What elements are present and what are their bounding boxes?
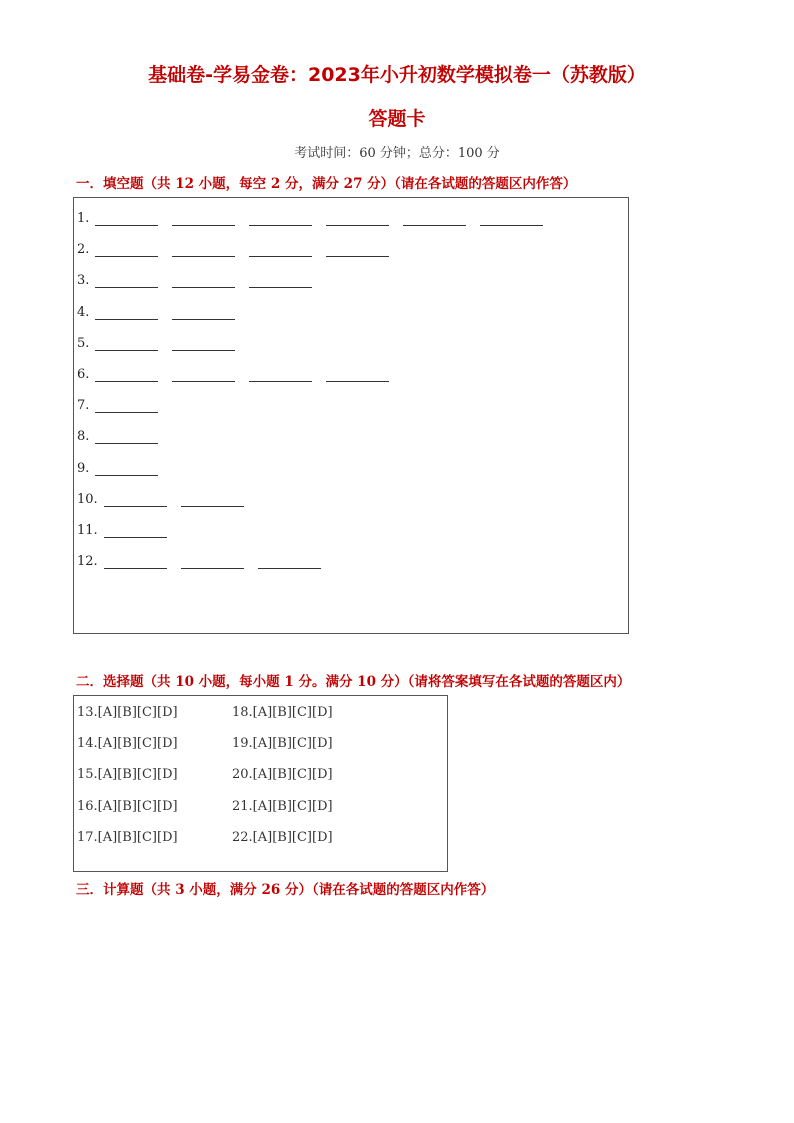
calc-section-heading: 三．计算题（共 3 小题，满分 26 分）（请在各试题的答题区内作答） [76,882,495,898]
choice-item[interactable]: 17.[A][B][C][D] [77,829,178,845]
question-number: 9. [77,460,90,476]
answer-blank[interactable] [249,211,312,226]
choice-item[interactable]: 19.[A][B][C][D] [232,736,333,752]
choice-item[interactable]: 20.[A][B][C][D] [232,767,333,783]
question-number: 10. [77,491,98,507]
answer-blank[interactable] [172,273,235,288]
question-number: 7. [77,398,90,414]
answer-blank[interactable] [172,242,235,257]
fill-in-question-row [77,487,244,507]
choice-item[interactable]: 14.[A][B][C][D] [77,736,178,752]
answer-blank[interactable] [172,336,235,351]
question-number: 8. [77,429,90,445]
answer-blank[interactable] [172,305,235,320]
answer-blank[interactable] [95,461,158,476]
fill-in-question-row [77,549,321,569]
fill-in-question-row [77,518,167,538]
fill-in-question-row [77,268,312,288]
answer-blank[interactable] [258,554,321,569]
answer-blank[interactable] [326,367,389,382]
document-subtitle: 答题卡 [368,108,426,130]
question-number: 2. [77,242,90,258]
answer-blank[interactable] [403,211,466,226]
answer-blank[interactable] [172,367,235,382]
answer-blank[interactable] [181,554,244,569]
answer-blank[interactable] [95,367,158,382]
answer-blank[interactable] [104,492,167,507]
answer-blank[interactable] [326,211,389,226]
question-number: 5. [77,335,90,351]
answer-blank[interactable] [249,273,312,288]
fill-in-question-row [77,456,158,476]
answer-blank[interactable] [95,273,158,288]
answer-blank[interactable] [95,242,158,257]
fill-in-section-heading: 一．填空题（共 12 小题，每空 2 分，满分 27 分）（请在各试题的答题区内作答） [76,176,577,192]
fill-in-question-row [77,300,235,320]
answer-blank[interactable] [95,398,158,413]
answer-blank[interactable] [249,242,312,257]
choice-item[interactable]: 16.[A][B][C][D] [77,798,178,814]
fill-in-question-row [77,362,389,382]
answer-blank[interactable] [95,211,158,226]
question-number: 12. [77,554,98,570]
question-number: 6. [77,367,90,382]
answer-blank[interactable] [249,367,312,382]
answer-blank[interactable] [480,211,543,226]
fill-in-question-row [77,424,158,444]
fill-in-question-row [77,206,543,226]
answer-blank[interactable] [95,429,158,444]
question-number: 4. [77,304,90,320]
question-number: 3. [77,273,90,289]
fill-in-question-row [77,393,158,413]
choice-item[interactable]: 18.[A][B][C][D] [232,705,333,720]
answer-blank[interactable] [95,305,158,320]
answer-blank[interactable] [172,211,235,226]
fill-in-answer-box [73,197,629,634]
answer-blank[interactable] [181,492,244,507]
choice-item[interactable]: 21.[A][B][C][D] [232,798,333,814]
answer-blank[interactable] [104,554,167,569]
question-number: 1. [77,211,90,226]
choice-item[interactable]: 13.[A][B][C][D] [77,705,178,720]
exam-info: 考试时间：60 分钟；总分：100 分 [294,146,500,161]
answer-blank[interactable] [95,336,158,351]
document-title: 基础卷-学易金卷：2023年小升初数学模拟卷一（苏教版） [148,64,646,86]
choice-answer-box [73,695,448,872]
question-number: 11. [77,523,98,538]
choice-section-heading: 二．选择题（共 10 小题，每小题 1 分。满分 10 分）（请将答案填写在各试题的答题区内） [76,674,631,690]
fill-in-question-row [77,237,389,257]
choice-item[interactable]: 15.[A][B][C][D] [77,767,178,783]
answer-blank[interactable] [326,242,389,257]
fill-in-question-row [77,331,235,351]
choice-item[interactable]: 22.[A][B][C][D] [232,829,333,845]
answer-blank[interactable] [104,523,167,538]
